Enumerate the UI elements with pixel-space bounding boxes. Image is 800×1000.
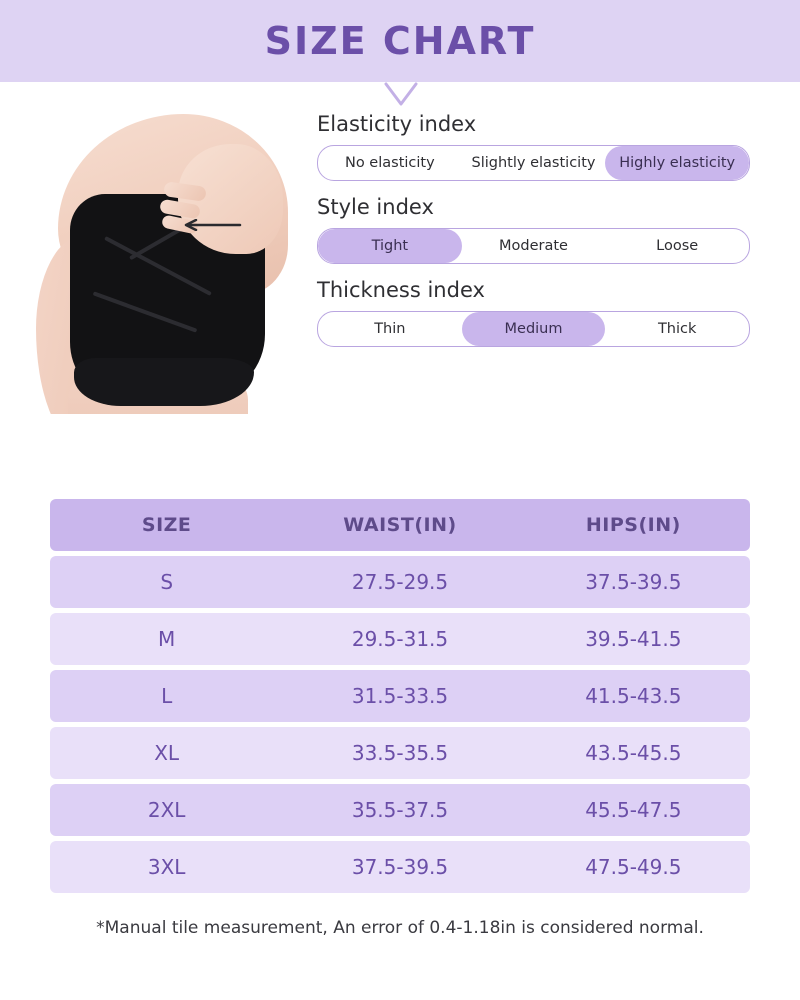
cell-size: 3XL	[50, 841, 283, 893]
cell-waist: 29.5-31.5	[283, 613, 516, 665]
thickness-option-thick[interactable]: Thick	[657, 321, 697, 337]
cell-hips: 41.5-43.5	[517, 670, 750, 722]
table-row	[50, 670, 750, 722]
column-header-waist: WAIST(IN)	[283, 499, 516, 551]
thickness-index-bar[interactable]	[317, 311, 750, 347]
cell-waist: 35.5-37.5	[283, 784, 516, 836]
table-row	[50, 841, 750, 893]
page-title: SIZE CHART	[264, 19, 536, 63]
style-index-block	[317, 195, 750, 264]
cell-hips: 47.5-49.5	[517, 841, 750, 893]
photo-fade	[28, 414, 313, 444]
table-row	[50, 727, 750, 779]
column-header-size: SIZE	[50, 499, 283, 551]
thickness-option-medium[interactable]: Medium	[462, 312, 606, 346]
product-and-indices	[0, 112, 800, 472]
thickness-index-block	[317, 278, 750, 347]
elasticity-index-title: Elasticity index	[317, 112, 477, 136]
style-index-title: Style index	[317, 195, 434, 219]
size-table	[50, 494, 750, 898]
cell-size: S	[50, 556, 283, 608]
style-index-bar[interactable]	[317, 228, 750, 264]
arrow-left-icon	[178, 218, 242, 230]
thickness-index-title: Thickness index	[317, 278, 485, 302]
size-table-wrap	[50, 494, 750, 938]
style-option-tight[interactable]: Tight	[318, 229, 462, 263]
figure-hand	[178, 144, 283, 254]
style-option-moderate[interactable]: Moderate	[499, 238, 568, 254]
cell-hips: 43.5-45.5	[517, 727, 750, 779]
table-row	[50, 556, 750, 608]
measurement-footnote: *Manual tile measurement, An error of 0.4-1.18in is considered normal.	[96, 918, 704, 938]
product-shorts-hem	[74, 358, 254, 406]
cell-size: XL	[50, 727, 283, 779]
cell-waist: 37.5-39.5	[283, 841, 516, 893]
table-row	[50, 784, 750, 836]
cell-size: 2XL	[50, 784, 283, 836]
elasticity-index-block	[317, 112, 750, 181]
cell-waist: 31.5-33.5	[283, 670, 516, 722]
chevron-down-icon	[384, 82, 418, 108]
cell-size: M	[50, 613, 283, 665]
product-photo	[28, 114, 313, 444]
cell-hips: 37.5-39.5	[517, 556, 750, 608]
cell-hips: 45.5-47.5	[517, 784, 750, 836]
cell-size: L	[50, 670, 283, 722]
cell-waist: 33.5-35.5	[283, 727, 516, 779]
table-row	[50, 613, 750, 665]
style-option-loose[interactable]: Loose	[656, 238, 699, 254]
elasticity-index-bar[interactable]	[317, 145, 750, 181]
thickness-option-thin[interactable]: Thin	[374, 321, 406, 337]
column-header-hips: HIPS(IN)	[517, 499, 750, 551]
elasticity-option-highly[interactable]: Highly elasticity	[605, 146, 749, 180]
cell-hips: 39.5-41.5	[517, 613, 750, 665]
table-body	[50, 556, 750, 893]
index-list	[313, 112, 800, 472]
page-header	[0, 0, 800, 82]
chevron-row	[0, 82, 800, 112]
elasticity-option-no[interactable]: No elasticity	[344, 155, 435, 171]
table-header-row	[50, 499, 750, 551]
elasticity-option-slightly[interactable]: Slightly elasticity	[471, 155, 596, 171]
cell-waist: 27.5-29.5	[283, 556, 516, 608]
